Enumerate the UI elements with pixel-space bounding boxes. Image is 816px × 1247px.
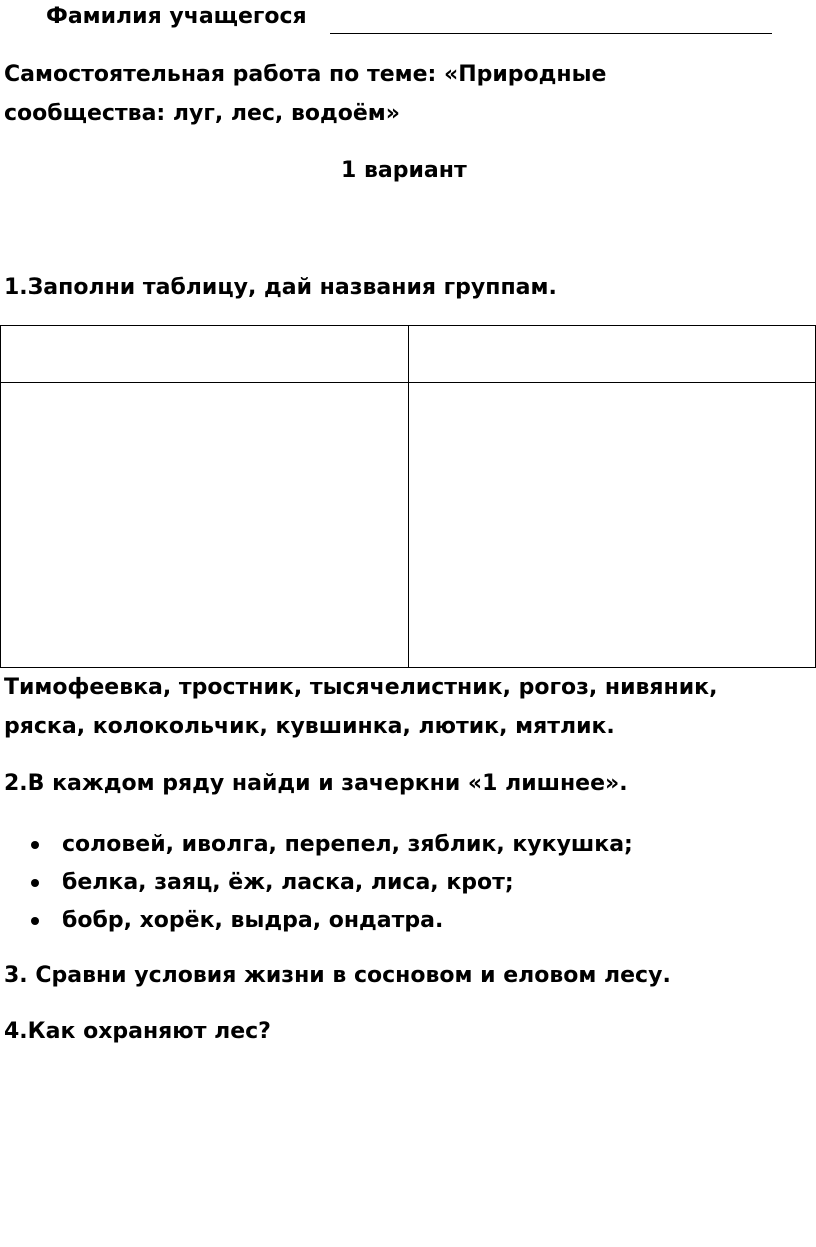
list-item-text: белка, заяц, ёж, ласка, лиса, крот;	[62, 870, 514, 895]
group-2-items-cell[interactable]	[408, 383, 816, 668]
group-2-name-cell[interactable]	[408, 326, 816, 383]
list-item	[0, 902, 633, 940]
bullet-icon	[31, 917, 39, 925]
surname-blank-line[interactable]	[330, 33, 772, 34]
worksheet-title-line-1: Самостоятельная работа по теме: «Природные	[4, 62, 607, 87]
groups-table	[0, 325, 816, 668]
list-item	[0, 826, 633, 864]
list-item-text: соловей, иволга, перепел, зяблик, кукушка;	[62, 832, 633, 857]
task-2-rows-list	[0, 826, 633, 940]
task-3-prompt: 3. Сравни условия жизни в сосновом и еловом лесу.	[4, 963, 671, 988]
worksheet-title-line-2: сообщества: луг, лес, водоём»	[4, 101, 400, 126]
plant-list-line-2: ряска, колокольчик, кувшинка, лютик, мятлик.	[4, 714, 615, 739]
surname-label: Фамилия учащегося	[46, 4, 307, 29]
plant-list-line-1: Тимофеевка, тростник, тысячелистник, рогоз, нивяник,	[4, 675, 718, 700]
group-1-name-cell[interactable]	[1, 326, 409, 383]
variant-label: 1 вариант	[341, 158, 467, 183]
task-4-prompt: 4.Как охраняют лес?	[4, 1019, 271, 1044]
task-2-prompt: 2.В каждом ряду найди и зачеркни «1 лишнее».	[4, 771, 628, 796]
bullet-icon	[31, 841, 39, 849]
list-item-text: бобр, хорёк, выдра, ондатра.	[62, 908, 444, 933]
bullet-icon	[31, 879, 39, 887]
task-1-prompt: 1.Заполни таблицу, дай названия группам.	[4, 275, 557, 300]
group-1-items-cell[interactable]	[1, 383, 409, 668]
list-item	[0, 864, 633, 902]
groups-table-body-row	[1, 383, 816, 668]
groups-table-header-row	[1, 326, 816, 383]
